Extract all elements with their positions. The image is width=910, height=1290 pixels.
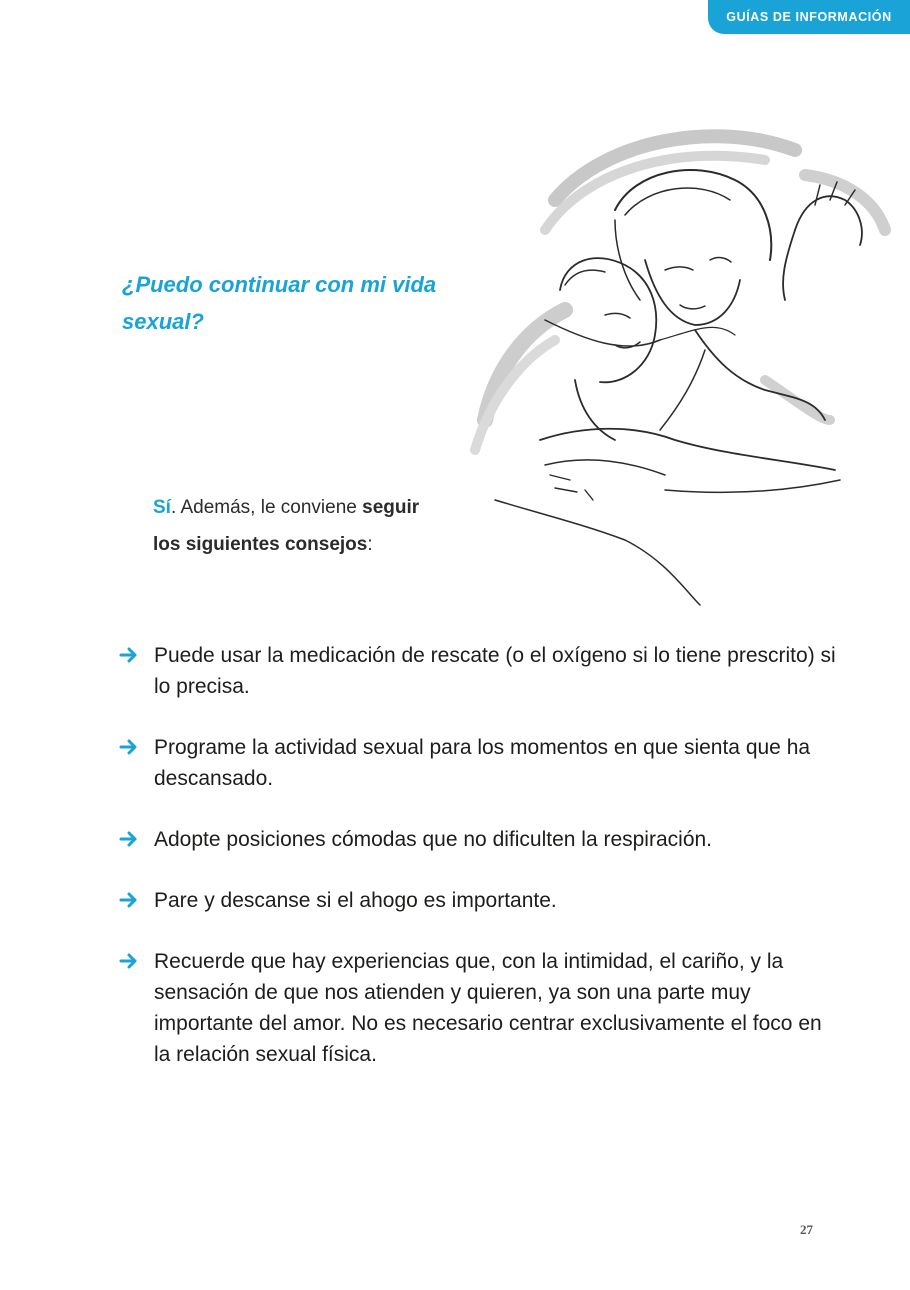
tip-text: Recuerde que hay experiencias que, con la intimidad, el cariño, y la sensación de que nos atienden y quieren, ya son una parte muy importante del amor. No es necesario centrar exclusivamente el foco en la relación sexual física. — [154, 950, 822, 1066]
arrow-right-icon — [118, 644, 140, 666]
answer-paragraph — [153, 489, 443, 563]
couple-embrace-illustration — [465, 120, 895, 610]
page-number: 27 — [800, 1222, 813, 1237]
list-item — [118, 732, 838, 794]
arrow-right-icon — [118, 736, 140, 758]
list-item — [118, 885, 838, 916]
header-tab — [708, 0, 910, 34]
list-item — [118, 946, 838, 1070]
answer-end: : — [367, 534, 373, 555]
arrow-right-icon — [118, 828, 140, 850]
list-item — [118, 640, 838, 702]
answer-bold-text: seguir los siguientes consejos — [153, 497, 420, 555]
tip-text: Puede usar la medicación de rescate (o el oxígeno si lo tiene prescrito) si lo precisa. — [154, 644, 836, 698]
answer-yes: Sí — [153, 497, 171, 518]
tip-text: Adopte posiciones cómodas que no dificulten la respiración. — [154, 828, 713, 851]
tip-text: Pare y descanse si el ahogo es importante. — [154, 889, 557, 912]
tip-text: Programe la actividad sexual para los momentos en que sienta que ha descansado. — [154, 736, 811, 790]
header-label: GUÍAS DE INFORMACIÓN — [726, 10, 892, 24]
arrow-right-icon — [118, 889, 140, 911]
tips-list — [118, 640, 838, 1100]
answer-text: . Además, le conviene — [170, 497, 357, 518]
arrow-right-icon — [118, 950, 140, 972]
section-question: ¿Puedo continuar con mi vida sexual? — [122, 272, 437, 334]
list-item — [118, 824, 838, 855]
